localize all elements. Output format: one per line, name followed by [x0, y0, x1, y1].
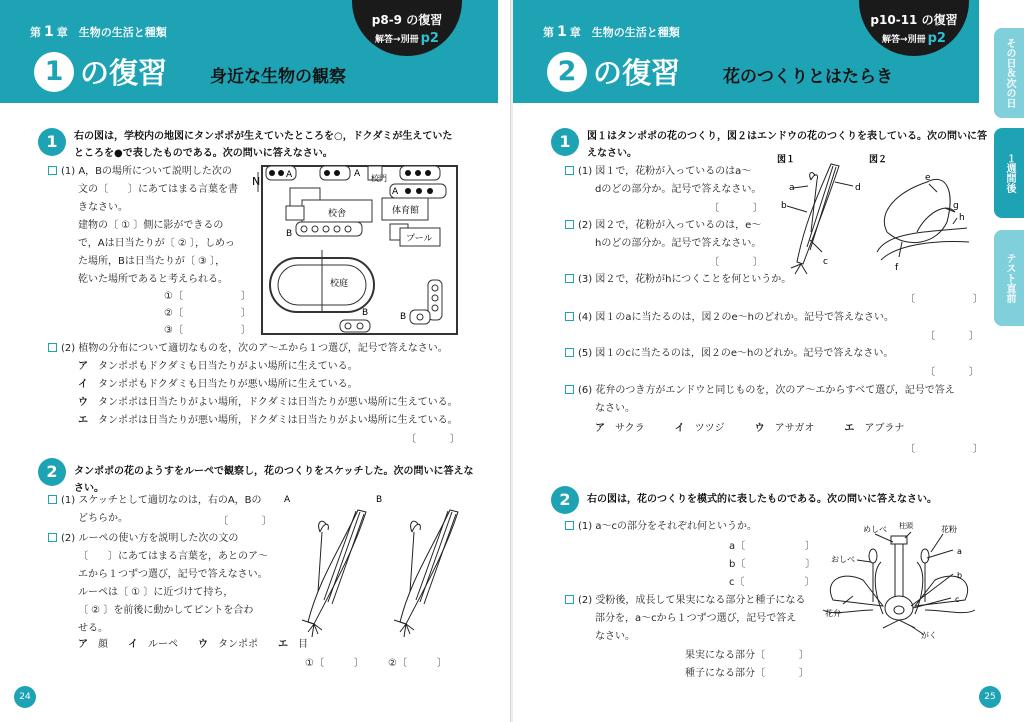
lesson-banner	[0, 0, 498, 103]
chapter-heading: 第 1 章 生物の生活と種類	[543, 24, 680, 40]
checkbox[interactable]	[565, 348, 574, 357]
svg-text:図１: 図１	[777, 155, 796, 165]
svg-text:A: A	[286, 170, 293, 180]
review-badge: p10-11 の復習 解答→別冊 p2	[859, 0, 969, 56]
svg-text:A: A	[392, 187, 399, 197]
lesson-title: 花のつくりとはたらき	[723, 67, 893, 87]
left-page	[0, 0, 511, 722]
q1-sub1-line: で，Aは日当たりが〔 ② 〕，しめっ	[78, 238, 235, 249]
answer-blank[interactable]: 種子になる部分〔 〕	[685, 668, 809, 679]
answer-blank[interactable]: ②〔 〕	[164, 308, 251, 319]
svg-text:校舎: 校舎	[328, 209, 347, 219]
checkbox[interactable]	[565, 312, 574, 321]
svg-text:体育館: 体育館	[392, 206, 420, 216]
q1-sub2-line: hのどの部分か。記号で答えなさい。	[595, 238, 762, 249]
flower-figures	[777, 152, 977, 276]
answer-blank[interactable]: 〔 〕	[406, 434, 460, 445]
svg-text:柱頭: 柱頭	[899, 522, 913, 530]
q2-sub1-line: どちらか。	[78, 513, 128, 524]
q1-sub1-line: きなさい。	[78, 202, 128, 213]
q1-sub1-line: た場所，Bは日当たりが〔 ③ 〕，	[78, 256, 226, 267]
flower-model-diagram	[813, 520, 985, 640]
q1-sub2-line: (2) 図２で，花粉が入っているのは，e〜	[565, 217, 761, 234]
q2-sub2-line: ルーペは〔 ① 〕に近づけて持ち，	[78, 587, 234, 598]
question-1-header: 1 図１はタンポポの花のつくり，図２はエンドウの花のつくりを表している。次の問いに答えなさい。	[551, 128, 991, 162]
svg-text:B: B	[400, 312, 407, 322]
question-2-header: 2 タンポポの花のようすをルーペで観察し，花のつくりをスケッチした。次の問いに答えなさい。	[38, 458, 478, 497]
answer-blank[interactable]: 〔 〕	[905, 444, 983, 455]
answer-blank[interactable]: ①〔 〕	[305, 658, 364, 669]
option: ア タンポポもドクダミも日当たりがよい場所に生えている。	[78, 361, 358, 372]
q2-sub1: (1) a〜cの部分をそれぞれ何というか。	[565, 518, 757, 535]
q2-sub2-line: 部分を，a〜cから１つずつ選び，記号で答え	[595, 613, 797, 624]
svg-text:c: c	[823, 257, 828, 267]
q1-sub1-line: dのどの部分か。記号で答えなさい。	[595, 184, 762, 195]
q1-sub2: (2) 植物の分布について適切なものを，次のア〜エから１つ選び，記号で答えなさい。	[48, 340, 448, 357]
option: ウ タンポポは日当たりがよい場所，ドクダミは日当たりが悪い場所に生えている。	[78, 397, 458, 408]
checkbox[interactable]	[48, 343, 57, 352]
svg-text:B: B	[362, 308, 369, 318]
page-number: 25	[979, 686, 1001, 708]
lesson-banner	[513, 0, 979, 103]
q1-sub1-line: 乾いた場所であると考えられる。	[78, 274, 228, 285]
q1-sub4: (4) 図１のaに当たるのは，図２のe〜hのどれか。記号で答えなさい。	[565, 309, 894, 326]
answer-blank[interactable]: 〔 〕	[218, 516, 272, 527]
q1-sub3: (3) 図２で，花粉がhにつくことを何というか。	[565, 271, 791, 288]
tab-same-next-day[interactable]: その日＆次の日	[994, 28, 1024, 118]
svg-text:プール: プール	[406, 234, 433, 244]
svg-text:f: f	[895, 263, 899, 273]
checkbox[interactable]	[565, 595, 574, 604]
checkbox[interactable]	[565, 521, 574, 530]
svg-text:e: e	[925, 173, 931, 183]
q2-sub2-line: 〔 ② 〕を前後に動かしてピントを合わ	[78, 605, 254, 616]
checkbox[interactable]	[565, 166, 574, 175]
q2-sub2-line: なさい。	[595, 631, 635, 642]
answer-blank[interactable]: ②〔 〕	[388, 658, 447, 669]
q1-sub1-line: 建物の〔 ① 〕側に影ができるの	[78, 220, 224, 231]
svg-text:d: d	[855, 183, 861, 193]
q2-sub2-line: (2) 受粉後，成長して果実になる部分と種子になる	[565, 592, 805, 609]
page-number: 24	[14, 686, 36, 708]
lesson-number: 2	[547, 52, 587, 92]
option: エ タンポポは日当たりが悪い場所，ドクダミは日当たりがよい場所に生えている。	[78, 415, 458, 426]
answer-blank[interactable]: 〔 〕	[905, 294, 983, 305]
svg-text:b: b	[781, 201, 787, 211]
checkbox[interactable]	[48, 166, 57, 175]
checkbox[interactable]	[48, 495, 57, 504]
svg-text:おしべ: おしべ	[831, 555, 855, 564]
svg-text:a: a	[957, 547, 962, 556]
svg-text:a: a	[789, 183, 795, 193]
dandelion-sketches	[278, 492, 478, 642]
q1-sub1-line: (1) A，Bの場所について説明した次の	[48, 163, 232, 180]
answer-blank[interactable]: 〔 〕	[709, 203, 763, 214]
lesson-label: の復習	[593, 56, 681, 90]
tab-before-test[interactable]: テスト直前	[994, 230, 1024, 326]
svg-text:校門: 校門	[371, 174, 387, 183]
svg-text:b: b	[957, 571, 963, 580]
q1-sub1-line: 文の〔 〕にあてはまる言葉を書	[78, 184, 238, 195]
north-mark: N	[252, 175, 261, 188]
q2-sub2-line: せる。	[78, 623, 108, 634]
checkbox[interactable]	[565, 385, 574, 394]
q1-sub1-line: (1) 図１で，花粉が入っているのはa〜	[565, 163, 751, 180]
answer-blank[interactable]: 〔 〕	[925, 331, 979, 342]
question-1-header: 1 右の図は，学校内の地図にタンポポが生えていたところを○，ドクダミが生えていたところを●で表したものである。次の問いに答えなさい。	[38, 128, 458, 162]
q2-sub1-line: (1) スケッチとして適切なのは，右のA，Bの	[48, 492, 262, 509]
answer-blank[interactable]: ③〔 〕	[164, 325, 251, 336]
checkbox[interactable]	[565, 220, 574, 229]
right-page	[513, 0, 1024, 722]
q2-sub2-line: 〔 〕にあてはまる言葉を，あとのア〜	[78, 551, 268, 562]
lesson-label: の復習	[80, 56, 168, 90]
answer-blank[interactable]: 果実になる部分〔 〕	[685, 650, 809, 661]
school-map	[250, 160, 460, 338]
options-row: ア サクラ イ ツツジ ウ アサガオ エ アブラナ	[595, 423, 905, 434]
review-badge: p8-9 の復習 解答→別冊 p2	[352, 0, 462, 56]
svg-text:花弁: 花弁	[825, 609, 841, 618]
chapter-heading: 第 1 章 生物の生活と種類	[30, 24, 167, 40]
option: イ タンポポもドクダミも日当たりが悪い場所に生えている。	[78, 379, 358, 390]
q2-sub2-line: (2) ルーペの使い方を説明した次の文の	[48, 530, 238, 547]
svg-text:B: B	[376, 495, 383, 505]
answer-blank[interactable]: a〔 〕	[729, 541, 816, 552]
svg-text:c: c	[955, 595, 960, 604]
svg-text:がく: がく	[921, 631, 937, 640]
lesson-title: 身近な生物の観察	[210, 67, 346, 87]
q1-sub5: (5) 図１のcに当たるのは，図２のe〜hのどれか。記号で答えなさい。	[565, 345, 893, 362]
svg-text:A: A	[354, 169, 361, 179]
options-row: ア 顔 イ ルーペ ウ タンポポ エ 目	[78, 639, 308, 650]
tab-one-week-later[interactable]: １週間後	[994, 128, 1024, 218]
q1-sub6-line: なさい。	[595, 403, 635, 414]
svg-text:B: B	[286, 229, 293, 239]
q2-sub2-line: エから１つずつ選び，記号で答えなさい。	[78, 569, 268, 580]
question-2-header: 2 右の図は，花のつくりを模式的に表したものである。次の問いに答えなさい。	[551, 486, 991, 508]
lesson-number: 1	[34, 52, 74, 92]
checkbox[interactable]	[48, 533, 57, 542]
svg-text:h: h	[959, 213, 965, 223]
answer-blank[interactable]: c〔 〕	[729, 577, 815, 588]
svg-text:図２: 図２	[869, 155, 888, 165]
svg-text:校庭: 校庭	[330, 279, 349, 289]
svg-text:g: g	[953, 201, 959, 211]
svg-text:A: A	[284, 495, 291, 505]
answer-blank[interactable]: 〔 〕	[925, 367, 979, 378]
answer-blank[interactable]: 〔 〕	[709, 257, 763, 268]
answer-blank[interactable]: ①〔 〕	[164, 291, 251, 302]
svg-text:めしべ: めしべ	[863, 525, 887, 534]
checkbox[interactable]	[565, 274, 574, 283]
q1-sub6-line: (6) 花弁のつき方がエンドウと同じものを，次のア〜エからすべて選び，記号で答え	[565, 382, 955, 399]
answer-blank[interactable]: b〔 〕	[729, 559, 816, 570]
svg-text:花粉: 花粉	[941, 525, 957, 534]
